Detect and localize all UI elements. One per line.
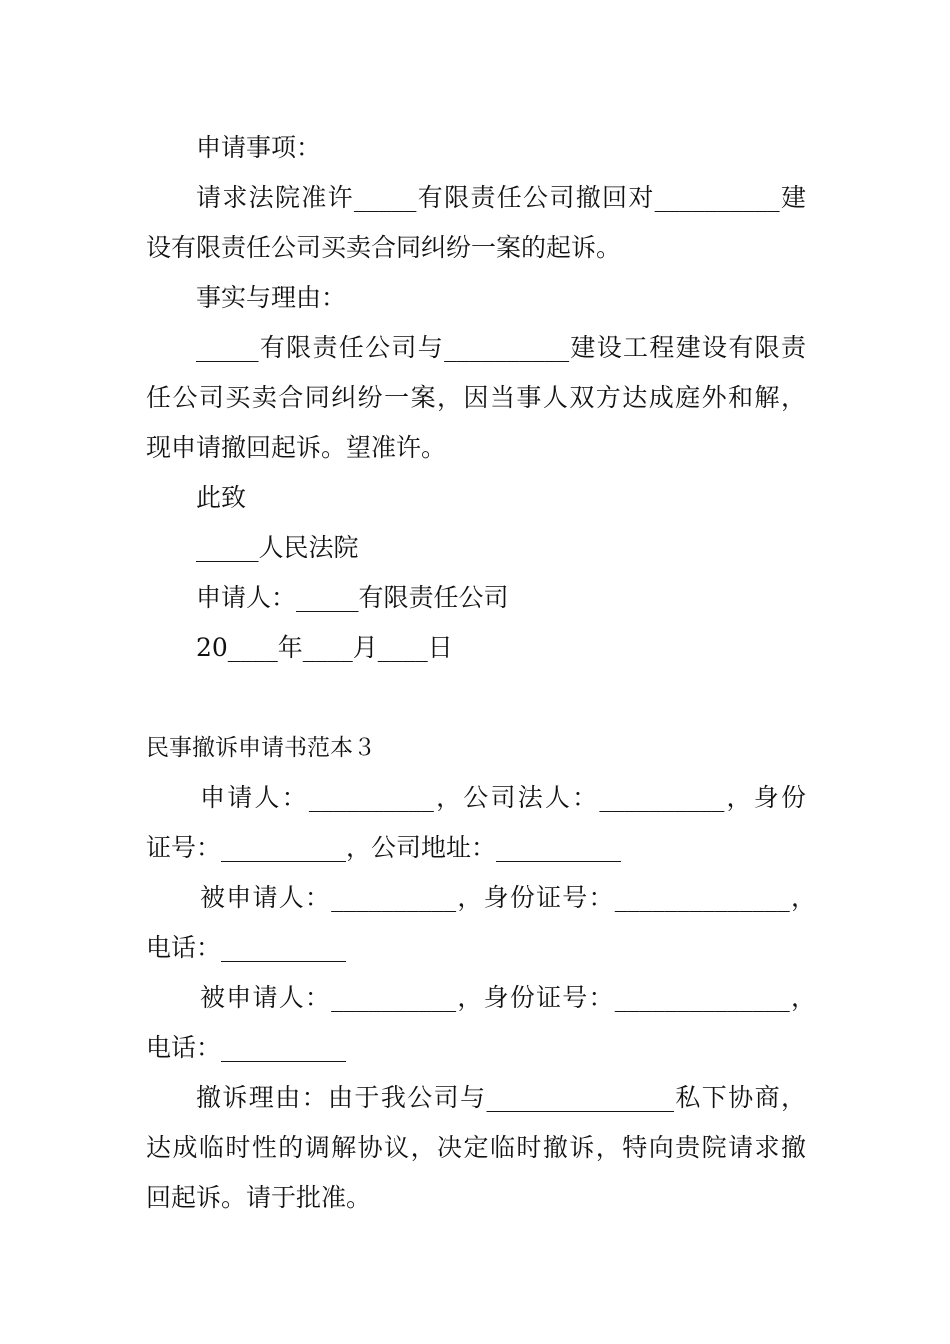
reason-line: 回起诉。请于批准。 (146, 1183, 372, 1212)
items-paragraph-line: 设有限责任公司买卖合同纠纷一案的起诉。 (146, 233, 622, 262)
reason-line: 达成临时性的调解协议，决定临时撤诉，特向贵院请求撤 (146, 1133, 806, 1162)
respondent-line: 被申请人：__________，身份证号：______________， (200, 883, 816, 912)
respondent-line: 电话：__________ (146, 933, 347, 962)
section-title: 民事撤诉申请书范本３ (146, 735, 376, 761)
applicant-signature: 申请人：_____有限责任公司 (196, 583, 509, 612)
date-line: 20____年____月____日 (196, 633, 453, 662)
items-paragraph-line: 请求法院准许_____有限责任公司撤回对__________建 (196, 183, 806, 212)
reason-line: 撤诉理由：由于我公司与_______________私下协商， (196, 1083, 806, 1112)
facts-paragraph-line: 现申请撤回起诉。望准许。 (146, 433, 447, 462)
facts-paragraph-line: _____有限责任公司与__________建设工程建设有限责 (196, 333, 806, 362)
applicant-line: 证号：__________，公司地址：__________ (146, 833, 622, 862)
facts-paragraph-line: 任公司买卖合同纠纷一案，因当事人双方达成庭外和解， (146, 383, 806, 412)
facts-heading: 事实与理由： (196, 283, 347, 312)
items-heading: 申请事项： (196, 133, 322, 162)
court-name: _____人民法院 (196, 533, 359, 562)
applicant-line: 申请人：__________，公司法人：__________，身份 (200, 783, 806, 812)
respondent-line: 被申请人：__________，身份证号：______________， (200, 983, 816, 1012)
salutation: 此致 (196, 483, 247, 512)
respondent-line: 电话：__________ (146, 1033, 347, 1062)
